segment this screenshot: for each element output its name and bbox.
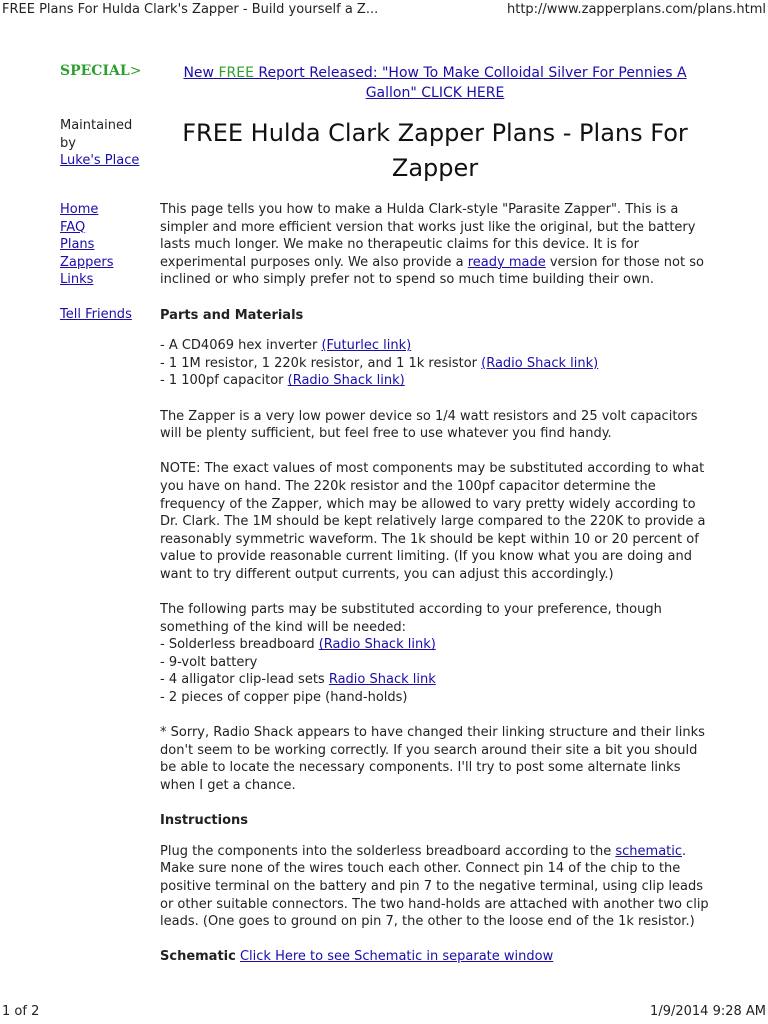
instructions-heading: Instructions xyxy=(160,813,249,829)
maintained-by-text: Maintained by xyxy=(60,118,133,151)
nav-plans-link[interactable]: Plans xyxy=(60,237,95,252)
special-arrow: > xyxy=(129,63,142,79)
radio-shack-breadboard-link[interactable]: (Radio Shack link) xyxy=(318,637,436,653)
list-item xyxy=(160,689,712,707)
report-link-text: Report Released: "How To Make Colloidal Silver For Pennies A Gallon" CLICK HERE xyxy=(253,65,687,101)
substitute-text: - 9-volt battery xyxy=(160,654,258,670)
print-footer-page: 1 of 2 xyxy=(2,1004,40,1019)
print-header-title: FREE Plans For Hulda Clark's Zapper - Build yourself a Z... xyxy=(2,2,379,17)
radio-shack-resistor-link[interactable]: (Radio Shack link) xyxy=(481,355,599,371)
note-paragraph: NOTE: The exact values of most components may be substituted according to what you have on hand. The 220k resistor and the 100pf capacitor determine the frequency of the Zapper, which may be allowed to vary pretty widely according to Dr. Clark. The 1M should be kept relatively large compared to the 220K to provide a reasonably symmetric waveform. The 1k should be kept within 10 or 20 percent of value to provide reasonable current limiting. (If you know what you are doing and want to try different output currents, you can adjust this accordingly.) xyxy=(160,461,706,582)
substitutes-paragraph xyxy=(160,601,712,707)
parts-list xyxy=(160,337,712,390)
nav-zappers-link[interactable]: Zappers xyxy=(60,254,114,270)
parts-heading: Parts and Materials xyxy=(160,307,304,323)
list-item xyxy=(160,654,712,672)
colloidal-silver-report-link[interactable] xyxy=(183,65,686,101)
part-text: - A CD4069 hex inverter xyxy=(160,338,322,354)
intro-paragraph xyxy=(160,201,712,289)
main-content xyxy=(160,201,712,984)
power-note-paragraph: The Zapper is a very low power device so 1/4 watt resistors and 25 volt capacitors will be plenty sufficient, but feel free to use whatever you find handy. xyxy=(160,408,698,442)
lukes-place-link[interactable]: Luke's Place xyxy=(60,153,140,168)
special-report-banner xyxy=(160,63,710,103)
report-link-prefix: New xyxy=(183,65,219,81)
list-item xyxy=(160,671,712,689)
instructions-text-before: Plug the components into the solderless breadboard according to the xyxy=(160,843,616,859)
schematic-line xyxy=(160,948,712,966)
special-label xyxy=(60,63,141,79)
print-header-url: http://www.zapperplans.com/plans.html xyxy=(506,2,766,17)
list-item xyxy=(160,337,712,355)
list-item xyxy=(160,355,712,373)
ready-made-link[interactable]: ready made xyxy=(467,254,546,270)
maintained-by-block xyxy=(60,117,150,170)
sidebar-nav xyxy=(60,201,150,324)
nav-home-link[interactable]: Home xyxy=(60,202,99,217)
special-label-text: SPECIAL xyxy=(60,63,130,79)
futurlec-link[interactable]: (Futurlec link) xyxy=(321,338,412,354)
report-link-free: FREE xyxy=(218,65,254,81)
instructions-text-after: . Make sure none of the wires touch each other. Connect pin 14 of the chip to the positive terminal on the battery and pin 7 to the negative terminal, using clip leads or other suitable connectors. The two hand-holds are attached with another two clip leads. (One goes to ground on pin 7, the other to the loose end of the 1k resistor.) xyxy=(160,843,709,930)
print-footer-timestamp: 1/9/2014 9:28 AM xyxy=(650,1004,766,1019)
nav-tell-friends-link[interactable]: Tell Friends xyxy=(60,307,132,322)
substitute-text: - Solderless breadboard xyxy=(160,637,319,653)
schematic-link[interactable]: schematic xyxy=(615,843,683,859)
schematic-window-link[interactable]: Click Here to see Schematic in separate window xyxy=(239,949,554,965)
page-title: FREE Hulda Clark Zapper Plans - Plans For Zapper xyxy=(182,119,688,182)
radio-shack-clip-lead-link[interactable]: Radio Shack link xyxy=(328,672,436,688)
schematic-label: Schematic xyxy=(160,949,236,965)
part-text: - 1 1M resistor, 1 220k resistor, and 1 1k resistor xyxy=(160,355,482,371)
substitute-text: - 2 pieces of copper pipe (hand-holds) xyxy=(160,690,408,706)
substitute-text: - 4 alligator clip-lead sets xyxy=(160,672,329,688)
list-item xyxy=(160,372,712,390)
nav-links-link[interactable]: Links xyxy=(60,272,94,287)
intro-text-before: This page tells you how to make a Hulda Clark-style "Parasite Zapper". This is a simpler and more efficient version that works just like the original, but the battery lasts much longer. We make no therapeutic claims for this device. It is for experimental purposes only. We also provide a xyxy=(160,202,696,270)
nav-faq-link[interactable]: FAQ xyxy=(60,219,86,235)
instructions-paragraph xyxy=(160,843,712,931)
part-text: - 1 100pf capacitor xyxy=(160,373,288,389)
sorry-paragraph: * Sorry, Radio Shack appears to have changed their linking structure and their links don't seem to be working correctly. If you search around their site a bit you should be able to locate the necessary components. I'll try to post some alternate links when I get a chance. xyxy=(160,725,705,793)
radio-shack-capacitor-link[interactable]: (Radio Shack link) xyxy=(287,373,405,389)
list-item xyxy=(160,636,712,654)
intro-text-after: version for those not so inclined or who simply prefer not to spend so much time building their own. xyxy=(160,254,704,288)
substitutes-intro: The following parts may be substituted according to your preference, though something of the kind will be needed: xyxy=(160,602,662,635)
nav-spacer xyxy=(60,289,150,307)
